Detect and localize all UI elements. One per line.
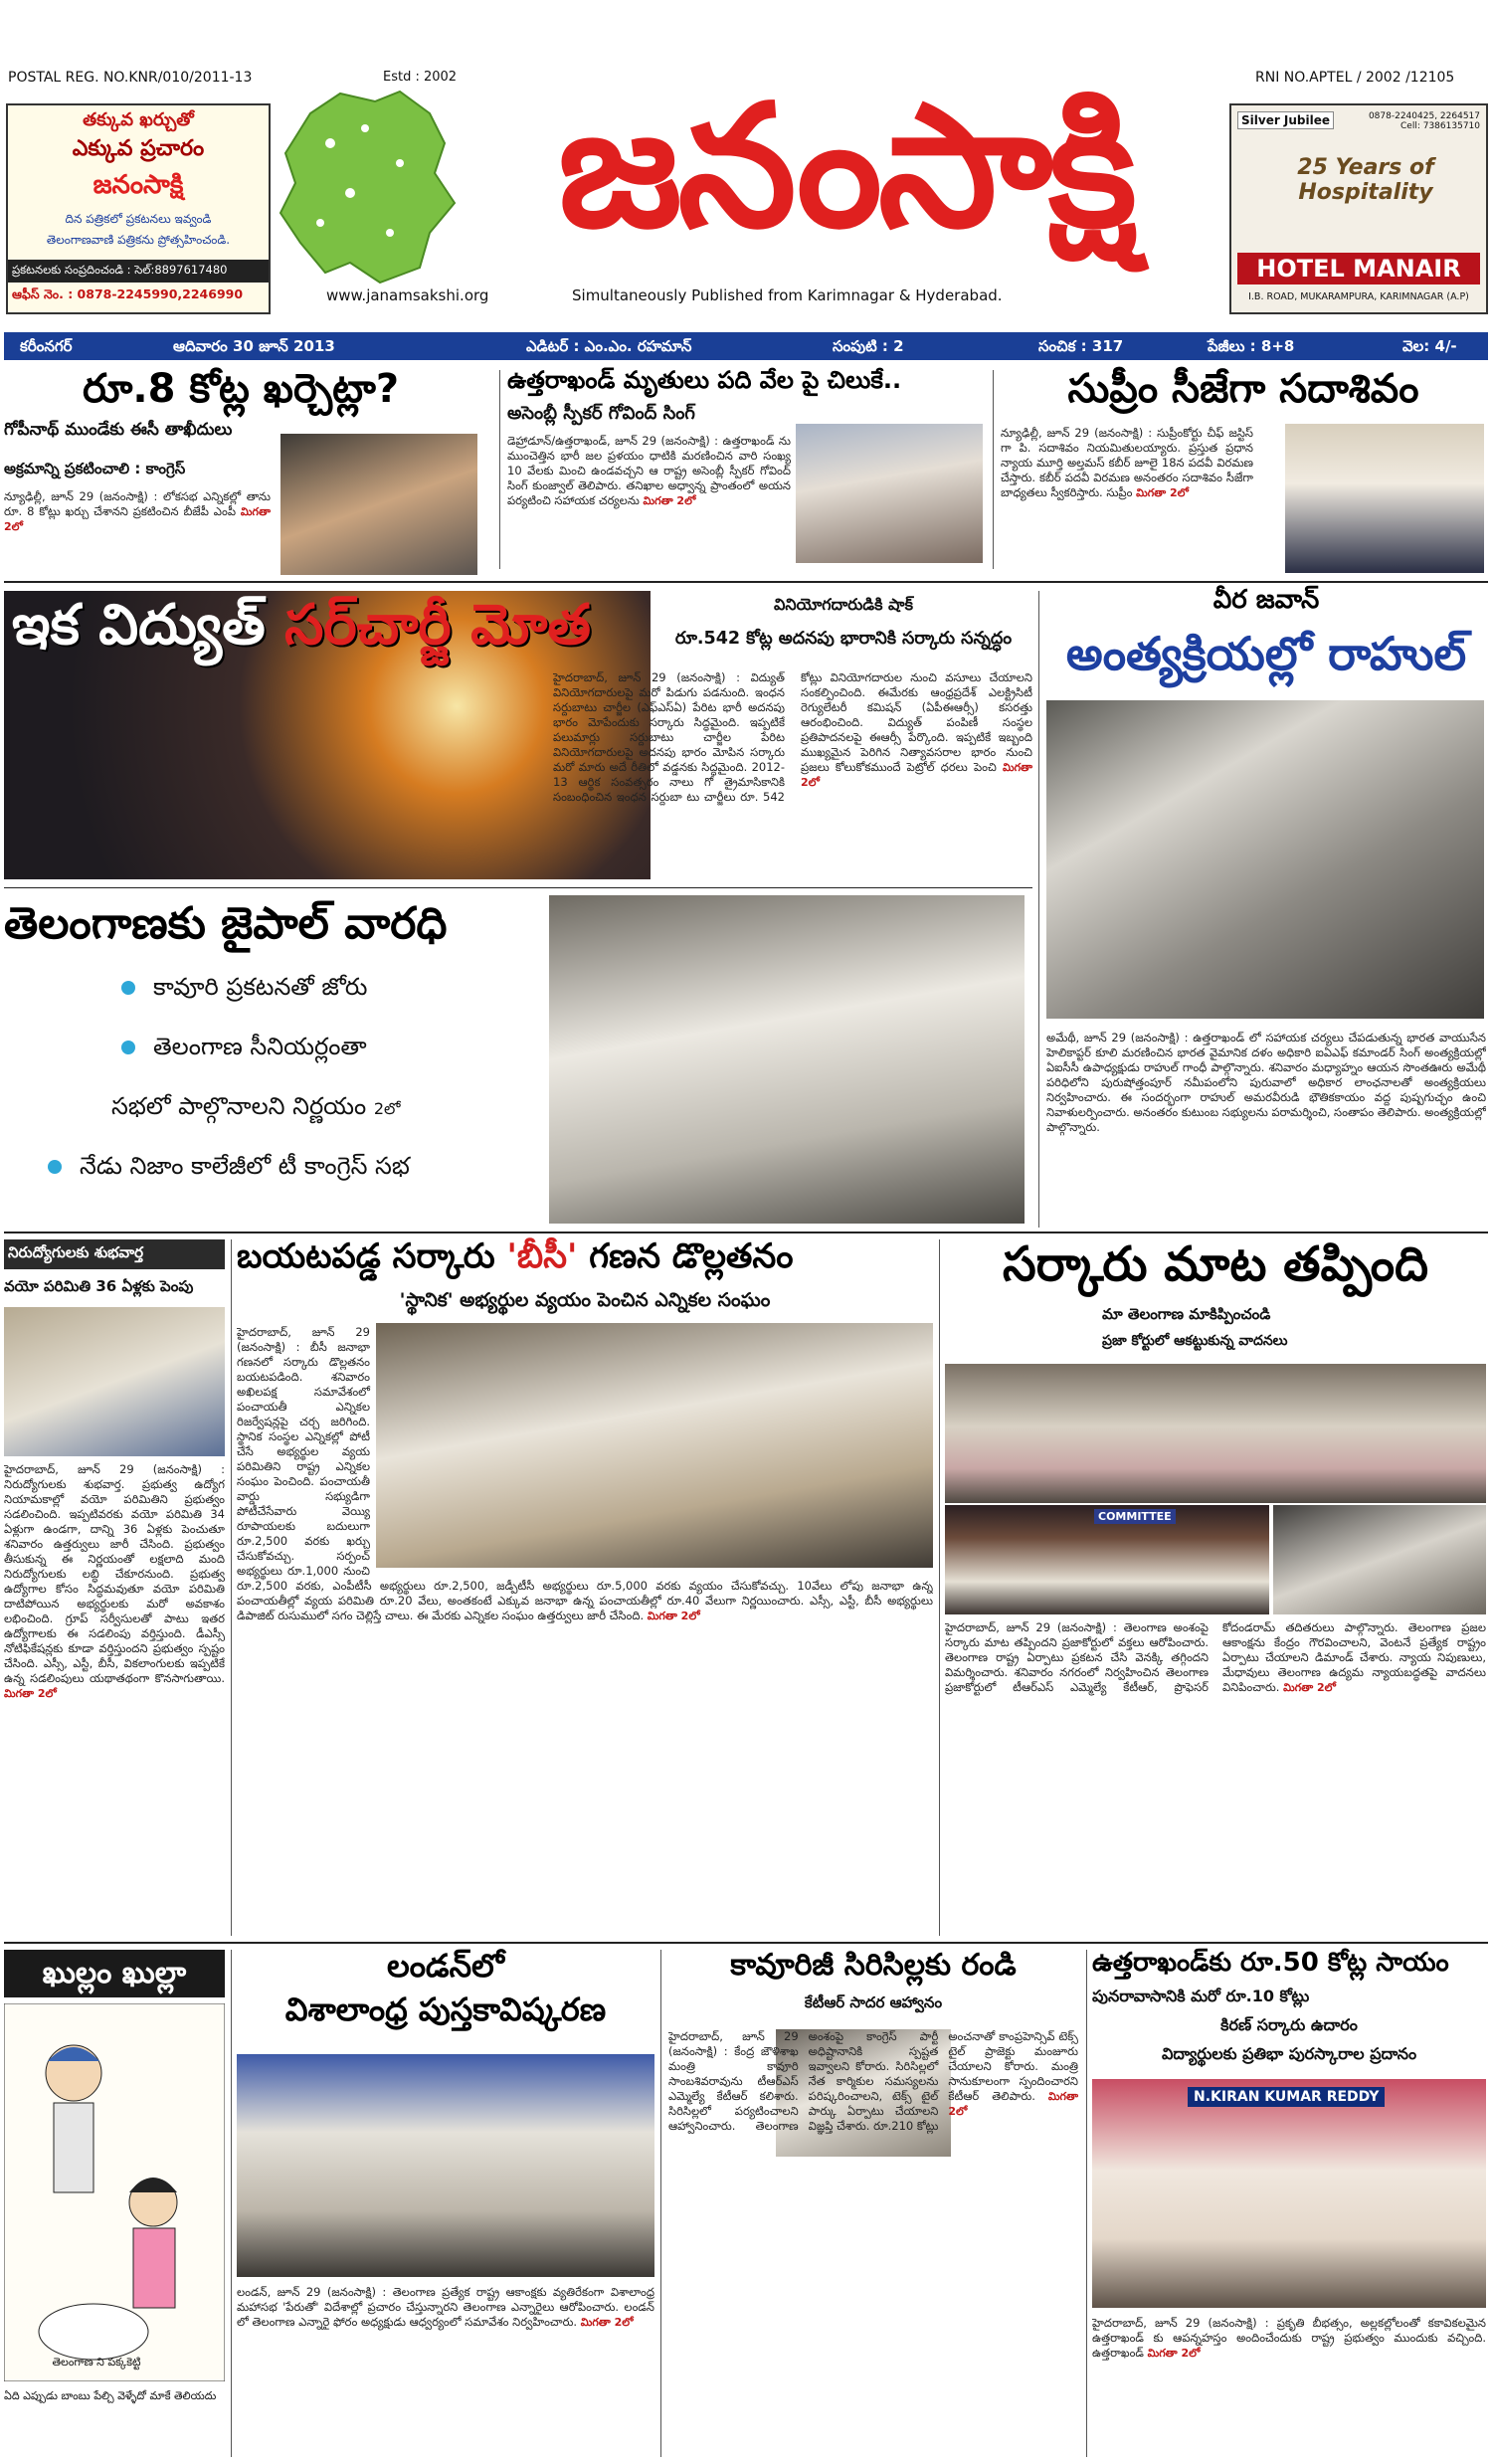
advert-left-line4: తెలంగాణవాణి పత్రికను ప్రోత్సహించండి. xyxy=(46,233,231,247)
info-issue: సంచిక : 317 xyxy=(1038,337,1124,355)
power-subhead: రూ.542 కోట్ల అదనపు భారానికి సర్కారు సన్నద్ధం xyxy=(674,629,1013,649)
subhead: అసెంబ్లీ స్పీకర్ గోవింద్ సింగ్ xyxy=(507,403,695,425)
power-headline xyxy=(12,593,591,658)
advert-right-years: 25 Years of Hospitality xyxy=(1297,155,1434,205)
newspaper-title: జనంసాక్షి xyxy=(558,69,1133,266)
photo-sadasivam xyxy=(1285,424,1484,573)
story-london xyxy=(237,1947,654,2457)
headline: ఉత్తరాఖండ్‌కు రూ.50 కోట్ల సాయం xyxy=(1092,1948,1449,1978)
masthead xyxy=(0,0,1492,328)
photo-ktr-speaking xyxy=(1273,1505,1486,1614)
subhead-3: విద్యార్థులకు ప్రతిభా పురస్కారాల ప్రదానం xyxy=(1161,2044,1417,2064)
photo-rahul-funeral xyxy=(1046,700,1484,1019)
telangana-map-logo xyxy=(271,84,469,292)
continued: మిగతా 2లో xyxy=(643,494,696,508)
postal-reg: POSTAL REG. NO.KNR/010/2011-13 xyxy=(8,70,253,86)
cartoon-headline: ఖుల్లం ఖుల్లా xyxy=(4,1950,225,1997)
headline: సుప్రీం సీజేగా సదాశివం xyxy=(1067,366,1419,412)
advert-left-contact: ప్రకటనలకు సంప్రదించండి : సెల్:8897617480 xyxy=(8,260,269,283)
point-2: తెలంగాణ సీనియర్లంతా xyxy=(121,1033,549,1066)
info-price: వెల: 4/- xyxy=(1402,337,1457,355)
kicker: అక్రమాన్ని ప్రకటించాలి : కాంగ్రెస్ xyxy=(4,460,186,477)
info-volume: సంపుటి : 2 xyxy=(833,337,904,355)
kicker: ప్రజా కోర్టులో ఆకట్టుకున్న వాదనలు xyxy=(1102,1333,1288,1350)
kicker: నిరుద్యోగులకు శుభవార్త xyxy=(4,1239,225,1269)
advert-right-address: I.B. ROAD, MUKARAMPURA, KARIMNAGAR (A.P) xyxy=(1248,291,1469,302)
body: హైదరాబాద్, జూన్ 29 (జనంసాక్షి) : నిరుద్యోగులకు శుభవార్త. ప్రభుత్వ ఉద్యోగ నియామకాల్లో వయో పరిమితిని ప్రభుత్వం సడలించింది. ఇప్పటివరకు వయో పరిమితి 34 ఏళ్లుగా ఉండగా, దాన్ని 36 ఏళ్లకు పెంచుతూ శనివారం ఉత్తర్వులు జారీ చేసింది. ప్రభుత్వం తీసుకున్న ఈ నిర్ణయంతో లక్షలాది మంది నిరుద్యోగులకు లబ్ధి చేకూరనుంది. ప్రభుత్వ ఉద్యోగాల కోసం సిద్ధమవుతూ వయో పరిమితి దాటిపోయిన అభ్యర్థులకు మరో అవకాశం లభించింది. గ్రూప్ సర్వీసులతో పాటు ఇతర ఉద్యోగాలకు ఈ సడలింపు వర్తిస్తుంది. డీఎస్సీ నోటిఫికేషన్లకు కూడా వర్తిస్తుందని ప్రభుత్వం స్పష్టం చేసింది. ఎస్సీ, ఎస్టీ, బీసీ, వికలాంగులకు ఇప్పటికే ఉన్న సడలింపులు యథాతథంగా కొనసాగుతాయి. మిగతా 2లో xyxy=(4,1462,225,1700)
continued: మిగతా 2లో xyxy=(948,2090,1078,2118)
story-kavuri xyxy=(668,1950,1078,2457)
advert-left-brand: జనంసాక్షి xyxy=(93,170,184,200)
photo-jaipal-meeting xyxy=(549,895,1025,1224)
continued: మిగతా 2లో xyxy=(1283,1681,1336,1695)
body: అమేథీ, జూన్ 29 (జనంసాక్షి) : ఉత్తరాఖండ్ లో సహాయక చర్యలు చేపడుతున్న భారత వాయుసేన హెలికాప్టర్ కూలి మరణించిన భారత వైమానిక దళం అధికారి ఐఏఎఫ్ కమాండర్ సింగ్ అంత్యక్రియల్లో ఏఐసీసీ ఉపాధ్యక్షుడు రాహుల్ గాంధీ పాల్గొన్నారు. శనివారం మధ్యాహ్నం ఆయన సొంతఊరు అమేథీ పరిధిలోని పురుషోత్తంపూర్ నమీపంలోని పురువాలో అధికార లాంఛనాలతో అంత్యక్రియలు నిర్వహించారు. ఈ సందర్భంగా రాహుల్ అమరవీరుడి భౌతికకాయం వద్ద పుష్పగుచ్ఛం ఉంచి నివాళులర్పించారు. అనంతరం కుటుంబ సభ్యులను పరామర్శించి, సంతాపం తెలిపారు. అంత్యక్రియల్లో పాల్గొన్నారు. xyxy=(1046,1030,1486,1134)
point-1: కావూరి ప్రకటనతో జోరు xyxy=(121,973,549,1007)
committee-banner: COMMITTEE xyxy=(1094,1509,1176,1524)
advert-right-phones: 0878-2240425, 2264517 Cell: 7386135710 xyxy=(1368,111,1480,131)
body: హైదరాబాద్, జూన్ 29 (జనంసాక్షి) : బీసీ జనాభా గణనలో సర్కారు డొల్లతనం బయటపడింది. శనివారం అఖిలపక్ష సమావేశంలో పంచాయతీ ఎన్నికల రిజర్వేషన్లపై చర్చ జరిగింది. స్థానిక సంస్థల ఎన్నికల్లో పోటీ చేసే అభ్యర్థుల వ్యయ పరిమితిని రాష్ట్ర ఎన్నికల సంఘం పెంచింది. పంచాయతీ వార్డు సభ్యుడిగా పోటీచేసేవారు వెయ్యి రూపాయలకు బదులుగా రూ.2,500 వరకు ఖర్చు చేసుకోవచ్చు. సర్పంచ్ అభ్యర్థులు రూ.1,000 నుంచి రూ.2,500 వరకు, ఎంపీటీసీ అభ్యర్థులు రూ.2,500, జడ్పీటీసీ అభ్యర్థులు రూ.5,000 వరకు వ్యయం చేసుకోవచ్చు. 10వేలు లోపు జనాభా ఉన్న పంచాయతీల్లో వ్యయ పరిమితి రూ.20 వేలు, అంతకంటే ఎక్కువ జనాభా ఉన్న పంచాయతీల్లో రూ.40 వేలుగా నిర్ణయించారు. ఎస్సీ, ఎస్టీ, బీసీ అభ్యర్థులు డిపాజిట్ రుసుములో సగం చెల్లిస్తే చాలు. ఈ మేరకు ఎన్నికల సంఘం ఉత్తర్వులు జారీ చేసింది. మిగతా 2లో xyxy=(237,1325,933,1622)
headline: వయో పరిమితి 36 ఏళ్లకు పెంపు xyxy=(4,1277,194,1295)
subhead-1: పునరావాసానికి మరో రూ.10 కోట్లు xyxy=(1092,1987,1310,2006)
info-editor: ఎడిటర్ : ఎం.ఎం. రహమాన్ xyxy=(526,337,692,355)
power-headline-b: సర్‌చార్జీ మోత xyxy=(284,593,591,658)
power-headline-a: ఇక విద్యుత్ xyxy=(12,593,266,658)
subhead: కేటీఆర్ సాదర ఆహ్వానం xyxy=(804,1992,943,2011)
info-date: ఆదివారం 30 జూన్ 2013 xyxy=(173,337,335,355)
page-ref: 2లో xyxy=(373,1099,401,1119)
story-uttarakhand-deaths xyxy=(507,368,985,577)
advert-right xyxy=(1229,103,1488,314)
advert-left-line2: ఎక్కువ ప్రచారం xyxy=(72,136,205,161)
story-unemployed xyxy=(4,1239,225,1936)
body: లండన్, జూన్ 29 (జనంసాక్షి) : తెలంగాణ ప్రత్యేక రాష్ట్ర ఆకాంక్షకు వ్యతిరేకంగా విశాలాంధ్ర మహాసభ 'పేరుతో' విదేశాల్లో ప్రచారం చేస్తున్నారని తెలంగాణ ఎన్నారైలు ఆరోపించారు. లండన్ లో తెలంగాణ ఎన్నారై ఫోరం అధ్యక్షుడు ఆధ్వర్యంలో సమావేశం నిర్వహించారు. మిగతా 2లో xyxy=(237,2285,654,2330)
photo-speaker xyxy=(796,424,983,563)
story-rahul xyxy=(1046,587,1486,1224)
info-pages: పేజీలు : 8+8 xyxy=(1208,337,1295,355)
story-jaipal xyxy=(4,895,549,1224)
continued: మిగతా 2లో xyxy=(1136,486,1189,499)
photo-people-court-hall xyxy=(945,1364,1486,1503)
photo-book-launch xyxy=(237,2054,654,2277)
continued: మిగతా 2లో xyxy=(801,761,1032,789)
body: హైదరాబాద్, జూన్ 29 (జనంసాక్షి) : తెలంగాణ అంశంపై సర్కారు మాట తప్పిందని ప్రజాకోర్టులో వక్తలు ఆరోపించారు. తెలంగాణ రాష్ట్ర ఏర్పాటు ప్రకటన చేసి వెనక్కి తగ్గిందని విమర్శించారు. శనివారం నగరంలో నిర్వహించిన తెలంగాణ ప్రజాకోర్టులో టీఆర్ఎస్ ఎమ్మెల్యే కేటీఆర్, ప్రొఫెసర్ కోదండరామ్ తదితరులు పాల్గొన్నారు. తెలంగాణ ప్రజల ఆకాంక్షను కేంద్రం గౌరవించాలని, వెంటనే ప్రత్యేక రాష్ట్రం ఏర్పాటు చేయాలని డిమాండ్ చేశారు. న్యాయ నిపుణులు, మేధావులు తెలంగాణ ఉద్యమ న్యాయబద్ధతపై వాదనలు వినిపించారు. మిగతా 2లో xyxy=(945,1620,1486,1695)
photo-award-ceremony xyxy=(1092,2079,1486,2308)
headline: రూ.8 కోట్ల ఖర్చెట్లా? xyxy=(82,366,400,412)
headline: అంత్యక్రియల్లో రాహుల్ xyxy=(1065,627,1467,681)
subhead: మా తెలంగాణ మాకిప్పించండి xyxy=(1102,1305,1271,1324)
body: న్యూఢిల్లీ, జూన్ 29 (జనంసాక్షి) : సుప్రీంకోర్టు చీఫ్ జస్టిస్ గా పి. సదాశివం నియమితులయ్యారు. ప్రస్తుత ప్రధాన న్యాయ మూర్తి అల్తమస్ కబీర్ జూలై 18న పదవీ విరమణ చేస్తారు. కబీర్ పదవీ విరమణ అనంతరం సదాశివం సీజేగా బాధ్యతలు స్వీకరిస్తారు. సుప్రీం మిగతా 2లో xyxy=(1001,426,1253,499)
headline: బయటపడ్డ సర్కారు 'బీసీ' గణన డొల్లతనం xyxy=(237,1236,794,1276)
headline: ఉత్తరాఖండ్ మృతులు పది వేల పై చిలుకే.. xyxy=(507,366,902,394)
point-3: సభలో పాల్గొనాలని నిర్ణయం 2లో xyxy=(111,1092,401,1121)
continued: మిగతా 2లో xyxy=(647,1610,700,1622)
estd: Estd : 2002 xyxy=(383,70,458,85)
story-supreme-cj xyxy=(1001,368,1486,577)
website-url: www.janamsakshi.org xyxy=(326,286,489,304)
rni-number: RNI NO.APTEL / 2002 /12105 xyxy=(1255,70,1455,86)
info-bar xyxy=(4,332,1488,360)
body: డెహ్రాడూన్/ఉత్తరాఖండ్, జూన్ 29 (జనంసాక్షి) : ఉత్తరాఖండ్ ను ముంచెత్తిన భారీ జల ప్రళయం ధాటికి మరణించిన వారి సంఖ్య 10 వేలకు మించి ఉండవచ్చని ఆ రాష్ట్ర అసెంబ్లీ స్పీకర్ గోవింద్ సింగ్ కుంజ్వాల్ తెలిపారు. తనిఖాల అధ్వాన్న ప్రాంతంలో అయన పర్యటించి సహాయక చర్యలను మిగతా 2లో xyxy=(507,434,791,508)
photo-banner: N.KIRAN KUMAR REDDY xyxy=(1188,2087,1385,2107)
cartoon-bubble: తెలంగాణ ని పక్కకెట్టి xyxy=(52,2356,141,2369)
power-kicker: వినియోగదారుడికి షాక్ xyxy=(773,595,914,614)
point-4: నేడు నిజాం కాలేజీలో టీ కాంగ్రెస్ సభ xyxy=(48,1152,549,1186)
headline-a: లండన్‌లో xyxy=(387,1947,504,1985)
photo-munde xyxy=(280,434,477,575)
continued: మిగతా 2లో xyxy=(4,1687,57,1700)
info-city: కరీంనగర్ xyxy=(20,337,73,355)
continued: మిగతా 2లో xyxy=(4,505,271,533)
headline: కావూరిజీ సిరిసిల్లకు రండి xyxy=(730,1948,1017,1983)
headline: తెలంగాణకు జైపాల్ వారధి xyxy=(4,898,448,949)
cartoon-drawing xyxy=(4,2003,225,2381)
headline: సర్కారు మాట తప్పింది xyxy=(1002,1236,1429,1292)
advert-left xyxy=(6,103,271,314)
story-cost-question xyxy=(4,368,477,577)
advert-right-badge: Silver Jubilee xyxy=(1237,111,1334,129)
story-bc-census xyxy=(237,1236,933,1936)
photo-unemployed xyxy=(4,1307,225,1456)
power-body: హైదరాబాద్, జూన్ 29 (జనంసాక్షి) : విద్యుత్ వినియోగదారులపై మరో పిడుగు పడనుంది. ఇంధన సర్దుబాటు చార్జీల (ఎఫ్ఎస్ఏ) పేరిట భారీ అదనపు భారం మోపేందుకు సర్కారు సిద్ధమైంది. ఇప్పటికే పలుమార్లు సర్దుబాటు చార్జీల పేరిట వినియోగదారులపై అదనపు భారం మోపిన సర్కారు మరో మారు అదే రీతిలో వడ్డనకు సిద్ధమైంది. 2012-13 ఆర్థిక సంవత్సరం నాలు గో త్రైమాసికానికి సంబంధించిన ఇంధన సర్దుబా టు చార్జీలు రూ. 542 కోట్లు వినియోగదారుల నుంచి వసూలు చేయాలని సంకల్పించింది. ఈమేరకు ఆంధ్రప్రదేశ్ ఎలక్ట్రిసిటీ రెగ్యులేటరీ కమిషన్ (ఏపీఈఆర్సీ) కసరత్తు ఆరంభించింది. విద్యుత్ పంపిణీ సంస్థల ప్రతిపాదనలపై ఈఆర్సీ పేర్కొంది. ఇప్పటికే ఇబ్బంది ముఖ్యమైన పెరిగిన నిత్యావసరాల భారం నుంచి ప్రజలు కోలుకోకముందే పెట్రోల్ ధరలు పెంచి మిగతా 2లో xyxy=(553,670,1032,804)
photo-people-court-stage xyxy=(945,1505,1269,1614)
body: హైదరాబాద్, జూన్ 29 (జనంసాక్షి) : కేంద్ర జౌళిశాఖ మంత్రి కావూరి సాంబశివరావును టీఆర్ఎస్ ఎమ్మెల్యే కేటీఆర్ కలిశారు. సిరిసిల్లలో పర్యటించాలని ఆహ్వానించారు. తెలంగాణ అంశంపై కాంగ్రెస్ పార్టీ అధిష్టానానికి స్పష్టత ఇవ్వాలని కోరారు. సిరిసిల్లలో నేత కార్మికుల సమస్యలను పరిష్కరించాలని, టెక్స్ టైల్ పార్కు ఏర్పాటు చేయాలని విజ్ఞప్తి చేశారు. రూ.210 కోట్లు అంచనాతో కాంప్రహెన్సివ్ టెక్స్ టైల్ ప్రాజెక్టు మంజూరు చేయాలని కోరారు. మంత్రి సానుకూలంగా స్పందించారని కేటీఆర్ తెలిపారు. మిగతా 2లో xyxy=(668,2029,1078,2133)
story-sarkaru xyxy=(945,1236,1486,1936)
body: హైదరాబాద్, జూన్ 29 (జనంసాక్షి) : ప్రకృతి బీభత్సం, అల్లకల్లోలంతో కకావికలమైన ఉత్తరాఖండ్ కు ఆపన్నహస్తం అందించేందుకు రాష్ట్ర ప్రభుత్వం ముందుకు వచ్చింది. ఉత్తరాఖండ్ మిగతా 2లో xyxy=(1092,2316,1486,2361)
published-from: Simultaneously Published from Karimnagar & Hyderabad. xyxy=(572,286,1003,304)
cartoon-box xyxy=(4,1950,225,2457)
subhead: 'స్థానిక' అభ్యర్థుల వ్యయం పెంచిన ఎన్నికల సంఘం xyxy=(399,1288,771,1311)
continued: మిగతా 2లో xyxy=(580,2316,634,2330)
advert-right-hotel: HOTEL MANAIR xyxy=(1237,253,1480,284)
advert-left-line3: దిన పత్రికలో ప్రకటనలు ఇవ్వండి xyxy=(65,212,212,226)
kicker: వీర జవాన్ xyxy=(1212,585,1320,615)
cartoon-caption: ఏది ఎప్పుడు బాంబు పేల్చి వెళ్ళేదో మాకే తెలియదు xyxy=(4,2388,217,2402)
body: న్యూఢిల్లీ, జూన్ 29 (జనంసాక్షి) : లోకసభ ఎన్నికల్లో తాను రూ. 8 కోట్లు ఖర్చు చేశానని ప్రకటించిన బీజేపీ ఎంపీ మిగతా 2లో xyxy=(4,489,271,533)
continued: మిగతా 2లో xyxy=(1147,2347,1201,2361)
subhead: గోపీనాథ్ ముండేకు ఈసీ తాఖీదులు xyxy=(4,420,233,440)
advert-left-office: ఆఫీస్ నెం. : 0878-2245990,2246990 xyxy=(12,286,244,301)
subhead-2: కిరణ్ సర్కారు ఉదారం xyxy=(1220,2015,1358,2035)
headline-b: విశాలాంధ్ర పుస్తకావిష్కరణ xyxy=(284,1990,607,2028)
advert-left-line1: తక్కువ ఖర్చుతో xyxy=(83,109,194,130)
story-uttarakhand-aid xyxy=(1092,1950,1486,2457)
